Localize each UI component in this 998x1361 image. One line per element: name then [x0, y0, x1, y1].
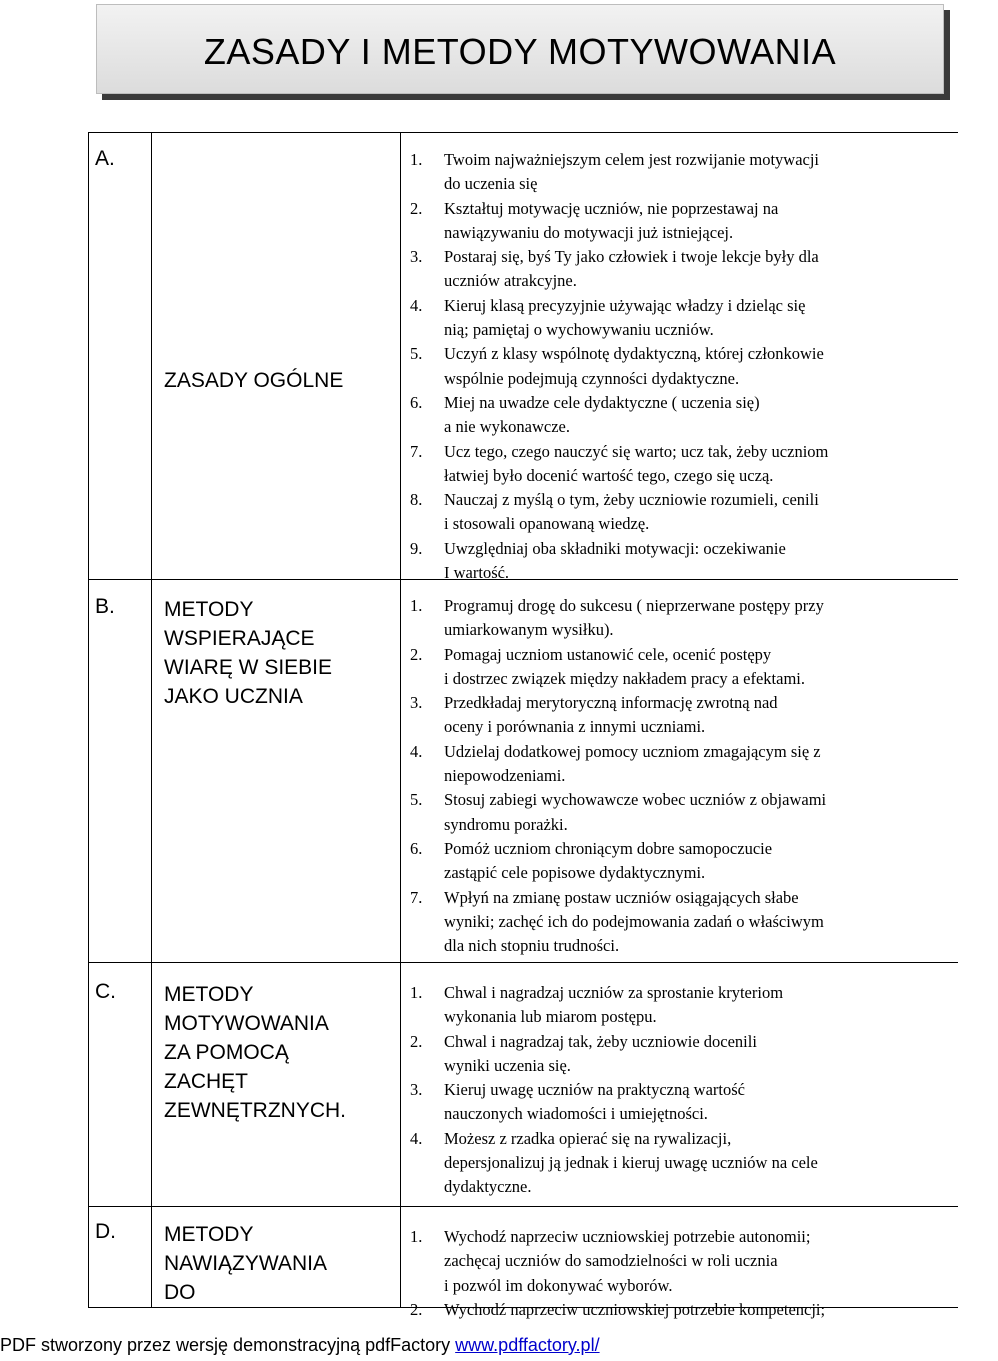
- item-text: [444, 594, 824, 643]
- category-line: ZEWNĘTRZNYCH.: [164, 1099, 346, 1122]
- list-item: [410, 740, 998, 789]
- list-item: [410, 1127, 998, 1200]
- section-letter: C.: [95, 980, 116, 1003]
- category-line: JAKO UCZNIA: [164, 685, 303, 708]
- list-item: [410, 643, 998, 692]
- item-text-line: nawiązywaniu do motywacji już istniejącej.: [444, 222, 734, 242]
- item-text-line: Postaraj się, byś Ty jako człowiek i twoje lekcje były dla: [444, 247, 819, 267]
- item-text: [444, 1298, 825, 1322]
- item-text-line: wspólnie podejmują czynności dydaktyczne.: [444, 368, 740, 388]
- item-text-line: wyniki; zachęć ich do podejmowania zadań o właściwym: [444, 911, 824, 931]
- item-number: 3.: [410, 1080, 423, 1100]
- item-number: 8.: [410, 490, 423, 510]
- item-text-line: Wychodź naprzeciw uczniowskiej potrzebie autonomii;: [444, 1227, 811, 1246]
- section-row: [89, 1207, 958, 1339]
- item-number: 2.: [410, 644, 423, 664]
- section-letter: B.: [95, 595, 115, 618]
- list-item: [410, 488, 998, 537]
- page-title: ZASADY I METODY MOTYWOWANIA: [203, 31, 837, 72]
- item-text-line: depersjonalizuj ją jednak i kieruj uwagę uczniów na cele: [444, 1153, 818, 1173]
- section-letter: D.: [95, 1220, 116, 1243]
- item-text-line: Udzielaj dodatkowej pomocy uczniom zmagającym się z: [444, 741, 821, 761]
- item-text-line: Uwzględniaj oba składniki motywacji: oczekiwanie: [444, 538, 786, 558]
- item-text-line: i stosowali opanowaną wiedzę.: [444, 514, 650, 534]
- item-number: 1.: [410, 596, 423, 615]
- category-line: NAWIĄZYWANIA: [164, 1252, 327, 1275]
- list-item: [410, 981, 998, 1030]
- item-text-line: nauczonych wiadomości i umiejętności.: [444, 1104, 708, 1124]
- item-text-line: wyniki uczenia się.: [444, 1055, 571, 1075]
- item-text-line: Możesz z rzadka opierać się na rywalizacji,: [444, 1128, 732, 1148]
- section-items: [410, 148, 998, 585]
- item-text-line: wykonania lub miarom postępu.: [444, 1007, 657, 1027]
- item-number: 4.: [410, 1128, 423, 1148]
- item-text: [444, 981, 783, 1030]
- item-text-line: nią; pamiętaj o wychowywaniu uczniów.: [444, 320, 714, 340]
- item-text-line: a nie wykonawcze.: [444, 417, 570, 437]
- item-text: [444, 1127, 818, 1200]
- item-text: [444, 691, 778, 740]
- list-item: [410, 537, 998, 586]
- list-item: [410, 342, 998, 391]
- section-category: [164, 1220, 389, 1307]
- list-item: [410, 245, 998, 294]
- item-number: 3.: [410, 693, 423, 713]
- item-text-line: Pomagaj uczniom ustanowić cele, ocenić postępy: [444, 644, 772, 664]
- item-text: [444, 537, 786, 586]
- list-item: [410, 1078, 998, 1127]
- item-text-line: Nauczaj z myślą o tym, żeby uczniowie rozumieli, cenili: [444, 490, 819, 510]
- footer-text: PDF stworzony przez wersję demonstracyjną pdfFactory: [0, 1335, 456, 1355]
- list-item: [410, 1030, 998, 1079]
- item-text-line: Twoim najważniejszym celem jest rozwijanie motywacji: [444, 150, 820, 169]
- list-item: [410, 788, 998, 837]
- section-category: [164, 366, 389, 395]
- item-text-line: dla nich stopniu trudności.: [444, 936, 620, 956]
- item-text: [444, 148, 819, 197]
- item-text-line: zachęcaj uczniów do samodzielności w roli ucznia: [444, 1251, 778, 1271]
- item-text: [444, 197, 778, 246]
- category-line: ZACHĘT: [164, 1070, 248, 1093]
- item-number: 5.: [410, 790, 423, 810]
- item-text-line: Pomóż uczniom chroniącym dobre samopoczucie: [444, 838, 773, 858]
- section-items: [410, 594, 998, 958]
- item-number: 1.: [410, 150, 423, 169]
- category-line: ZA POMOCĄ: [164, 1041, 289, 1064]
- item-text-line: Miej na uwadze cele dydaktyczne ( uczenia się): [444, 392, 760, 412]
- item-text-line: oceny i porównania z innymi uczniami.: [444, 717, 706, 737]
- item-number: 9.: [410, 538, 423, 558]
- item-text: [444, 391, 760, 440]
- item-number: 6.: [410, 392, 423, 412]
- item-text: [444, 837, 772, 886]
- item-number: 4.: [410, 295, 423, 315]
- category-line: DO: [164, 1281, 196, 1304]
- list-item: [410, 837, 998, 886]
- category-line: WSPIERAJĄCE: [164, 627, 315, 650]
- item-text-line: uczniów atrakcyjne.: [444, 271, 577, 291]
- section-category: [164, 980, 389, 1125]
- item-text-line: dydaktyczne.: [444, 1177, 532, 1197]
- item-text-line: Chwal i nagradzaj uczniów za sprostanie kryteriom: [444, 983, 784, 1002]
- section-items: [410, 1225, 998, 1322]
- item-text-line: Chwal i nagradzaj tak, żeby uczniowie docenili: [444, 1031, 757, 1051]
- item-text: [444, 294, 805, 343]
- list-item: [410, 594, 998, 643]
- item-number: 2.: [410, 198, 423, 218]
- section-row: [89, 133, 958, 583]
- item-text: [444, 440, 828, 489]
- list-item: [410, 391, 998, 440]
- category-line: ZASADY OGÓLNE: [164, 369, 344, 392]
- item-text-line: umiarkowanym wysiłku).: [444, 620, 614, 640]
- list-item: [410, 1225, 998, 1298]
- item-text: [444, 1225, 810, 1298]
- item-text: [444, 1030, 757, 1079]
- category-line: METODY: [164, 983, 254, 1006]
- item-text-line: Kształtuj motywację uczniów, nie poprzestawaj na: [444, 198, 779, 218]
- list-item: [410, 294, 998, 343]
- list-item: [410, 440, 998, 489]
- item-text: [444, 245, 819, 294]
- item-text-line: syndromu porażki.: [444, 814, 568, 834]
- item-number: 2.: [410, 1299, 423, 1319]
- item-text: [444, 488, 819, 537]
- item-text: [444, 1078, 745, 1127]
- item-text-line: Wpłyń na zmianę postaw uczniów osiągających słabe: [444, 887, 799, 907]
- item-text-line: łatwiej było docenić wartość tego, czego się uczą.: [444, 465, 774, 485]
- section-row: [89, 963, 958, 1207]
- section-row: [89, 580, 958, 963]
- item-text: [444, 643, 805, 692]
- item-text-line: Kieruj uwagę uczniów na praktyczną wartość: [444, 1080, 745, 1100]
- list-item: [410, 886, 998, 959]
- item-number: 1.: [410, 983, 423, 1002]
- item-text-line: i dostrzec związek między nakładem pracy a efektami.: [444, 668, 805, 688]
- item-text-line: Przedkładaj merytoryczną informację zwrotną nad: [444, 693, 778, 713]
- item-text: [444, 342, 824, 391]
- item-text-line: Programuj drogę do sukcesu ( nieprzerwane postępy przy: [444, 596, 824, 615]
- list-item: [410, 1298, 998, 1322]
- list-item: [410, 197, 998, 246]
- item-text-line: niepowodzeniami.: [444, 766, 566, 786]
- item-text-line: do uczenia się: [444, 174, 538, 194]
- footer: [0, 1330, 960, 1360]
- item-text-line: Wychodź naprzeciw uczniowskiej potrzebie kompetencji;: [444, 1299, 826, 1319]
- item-text: [444, 788, 826, 837]
- item-text-line: Kieruj klasą precyzyjnie używając władzy i dzieląc się: [444, 295, 806, 315]
- item-text: [444, 886, 824, 959]
- item-text: [444, 740, 821, 789]
- item-text-line: Ucz tego, czego nauczyć się warto; ucz tak, żeby uczniom: [444, 441, 829, 461]
- section-category: [164, 595, 389, 711]
- title-box: [96, 4, 944, 94]
- item-number: 7.: [410, 441, 423, 461]
- item-number: 1.: [410, 1227, 423, 1246]
- item-number: 2.: [410, 1031, 423, 1051]
- item-text-line: I wartość.: [444, 563, 510, 583]
- section-items: [410, 981, 998, 1200]
- section-letter: A.: [95, 147, 115, 170]
- item-number: 3.: [410, 247, 423, 267]
- item-number: 5.: [410, 344, 423, 364]
- category-line: METODY: [164, 1223, 254, 1246]
- methods-table: [88, 132, 958, 1319]
- item-number: 7.: [410, 887, 423, 907]
- item-text-line: i pozwól im dokonywać wyborów.: [444, 1275, 673, 1295]
- item-number: 6.: [410, 838, 423, 858]
- footer-link[interactable]: www.pdffactory.pl/: [455, 1335, 600, 1355]
- item-number: 4.: [410, 741, 423, 761]
- category-line: WIARĘ W SIEBIE: [164, 656, 333, 679]
- item-text-line: zastąpić cele popisowe dydaktycznymi.: [444, 863, 706, 883]
- item-text-line: Uczyń z klasy wspólnotę dydaktyczną, której członkowie: [444, 344, 824, 364]
- category-line: METODY: [164, 598, 254, 621]
- list-item: [410, 148, 998, 197]
- category-line: MOTYWOWANIA: [164, 1012, 329, 1035]
- item-text-line: Stosuj zabiegi wychowawcze wobec uczniów z objawami: [444, 790, 827, 810]
- list-item: [410, 691, 998, 740]
